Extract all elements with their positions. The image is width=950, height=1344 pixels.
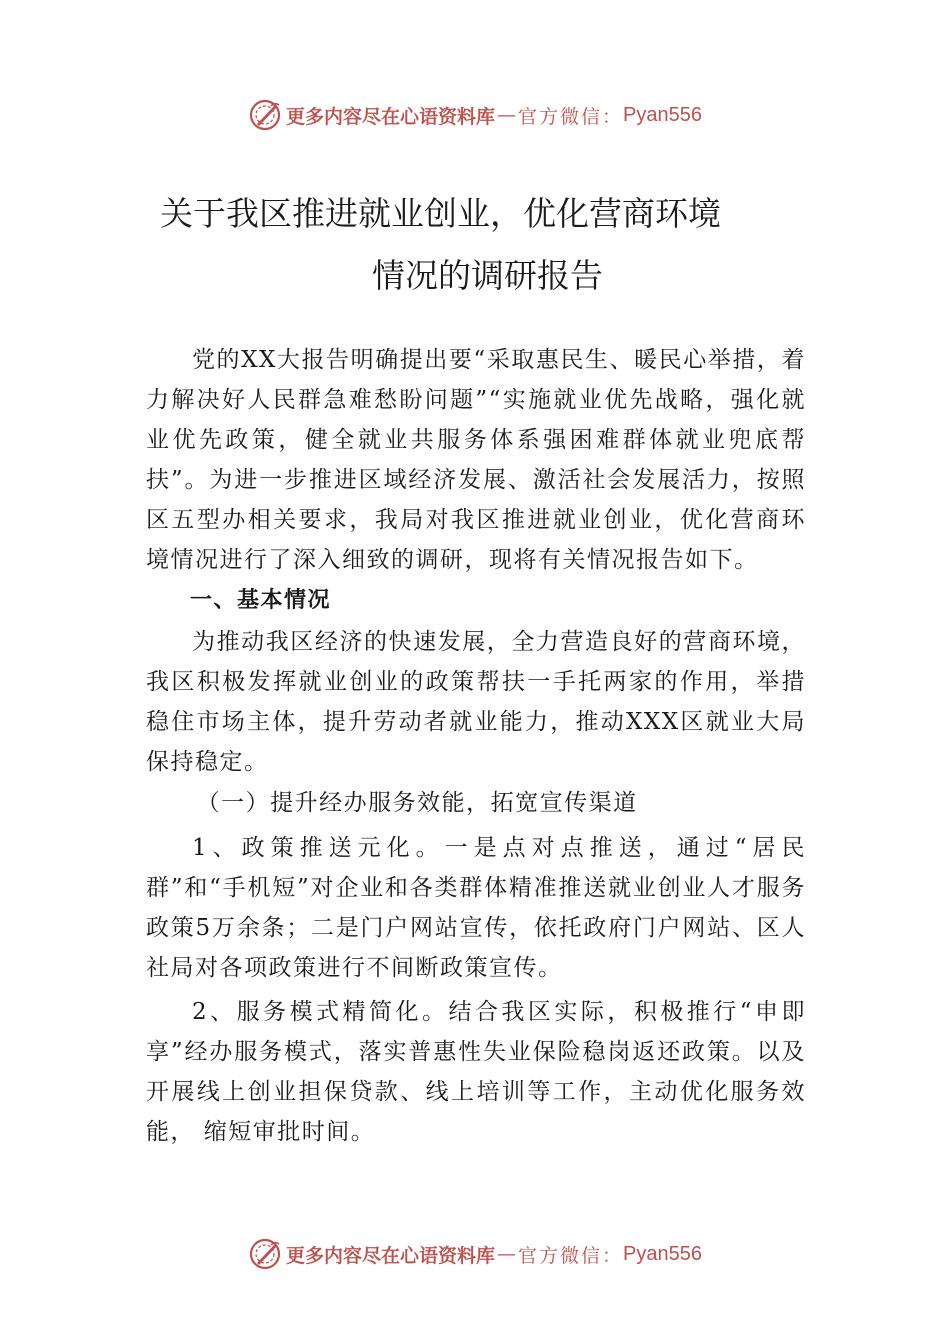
item1-paragraph: 1、政策推送元化。一是点对点推送，通过“居民群”和“手机短”对企业和各类群体精准推送就业创业人才服务政策5万余条；二是门户网站宣传，依托政府门户网站、区人社局对各项政策进行不间断政策宣传。: [146, 835, 806, 981]
document-title-line1: 关于我区推进就业创业，优化营商环境: [160, 194, 721, 233]
seal-logo-icon: [248, 1237, 282, 1271]
footer-banner: [0, 1234, 950, 1274]
banner-separator: —: [497, 1243, 517, 1265]
banner-separator: —: [497, 104, 517, 126]
banner-brand-text: 更多内容尽在心语资料库: [286, 105, 496, 128]
section1-heading: 一、基本情况: [190, 588, 332, 613]
banner-wechat-label: 官方微信：: [518, 105, 624, 128]
section1-paragraph: 为推动我区经济的快速发展，全力营造良好的营商环境，我区积极发挥就业创业的政策帮扶一手托两家的作用，举措稳住市场主体，提升劳动者就业能力，推动XXX区就业大局保持稳定。: [146, 629, 806, 775]
item2-paragraph: 2、服务模式精简化。结合我区实际，积极推行“申即享”经办服务模式，落实普惠性失业保险稳岗返还政策。以及开展线上创业担保贷款、线上培训等工作，主动优化服务效能， 缩短审批时间。: [146, 999, 806, 1145]
seal-logo-icon: [248, 98, 282, 132]
banner-brand-text: 更多内容尽在心语资料库: [286, 1244, 496, 1267]
banner-wechat-id: Pyan556: [623, 103, 702, 126]
subsection1-heading: （一）提升经办服务效能，拓宽宣传渠道: [196, 790, 638, 816]
document-title-line2: 情况的调研报告: [372, 256, 603, 295]
banner-wechat-id: Pyan556: [623, 1242, 702, 1265]
intro-paragraph: 党的XX大报告明确提出要“采取惠民生、暖民心举措，着力解决好人民群急难愁盼问题”“实施就业优先战略，强化就业优先政策，健全就业共服务体系强困难群体就业兜底帮扶”。为进一步推进区域经济发展、激活社会发展活力，按照区五型办相关要求，我局对我区推进就业创业，优化营商环境情况进行了深入细致的调研，现将有关情况报告如下。: [146, 347, 806, 573]
banner-wechat-label: 官方微信：: [518, 1244, 624, 1267]
document-body: [146, 340, 806, 1152]
header-banner: [0, 95, 950, 135]
